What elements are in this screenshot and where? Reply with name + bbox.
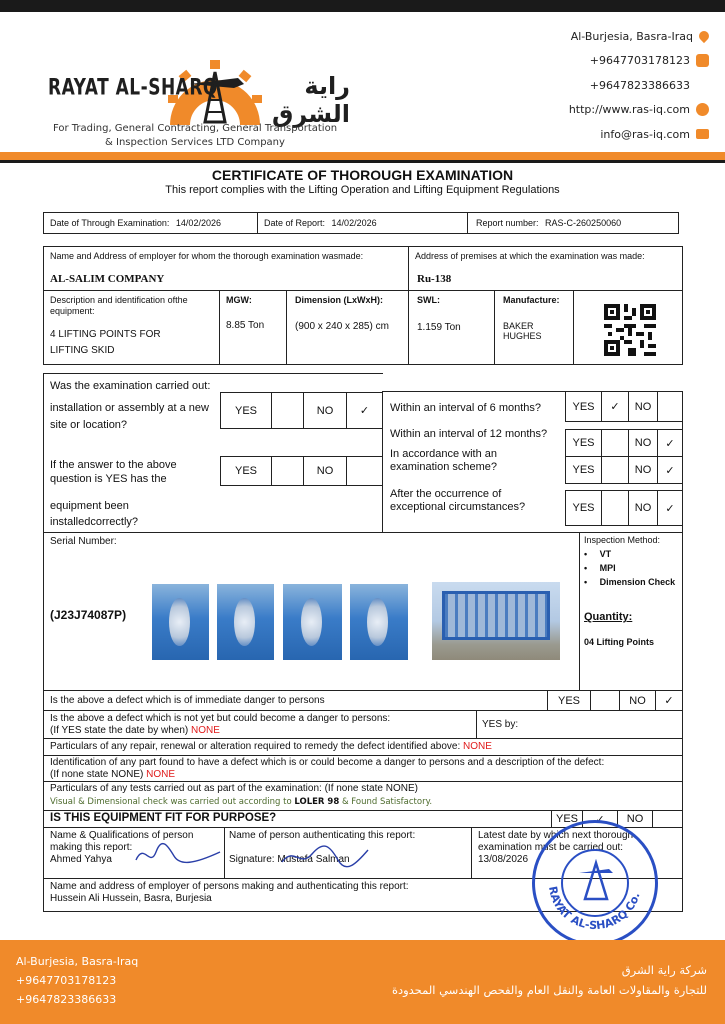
manufacture-value: BAKER HUGHES	[503, 321, 542, 341]
installed-yes[interactable]: YES	[220, 456, 272, 486]
employer-persons-value: Hussein Ali Hussein, Basra, Burjesia	[50, 893, 212, 904]
employer-persons-row: Name and address of employer of persons making and authenticating this report: Hussein Ali Hussein, Basra, Burjesia	[43, 878, 683, 912]
interval-12-yes[interactable]: YES	[565, 429, 602, 457]
mgw-cell: MGW: 8.85 Ton	[219, 290, 287, 365]
dimension-cell: Dimension (LxWxH): (900 x 240 x 285) cm	[286, 290, 409, 365]
report-date: 14/02/2026	[331, 218, 377, 228]
mgw-value: 8.85 Ton	[226, 320, 265, 331]
manufacture-cell: Manufacture: BAKER HUGHES	[494, 290, 574, 365]
stamp-text	[535, 823, 655, 943]
defect-identification-none: NONE	[146, 769, 176, 780]
address-text: Al-Burjesia, Basra-Iraq	[570, 29, 693, 43]
phone-text-1: +9647703178123	[589, 54, 690, 68]
interval-6-no-box[interactable]	[657, 391, 683, 422]
exam-date: 14/02/2026	[175, 218, 221, 228]
next-exam-date: 13/08/2026	[478, 854, 529, 865]
employer-cell: Name and Address of employer for whom the thorough examination wasmade: AL-SALIM COMPANY	[43, 246, 409, 291]
authenticator-signature: Signature: Mustafa Salman	[229, 854, 350, 865]
defect-identification-row: Identification of any part found to have a defect which is or could become a danger to persons and a description of the defect: (If none state NONE) NONE	[43, 755, 683, 782]
inspection-methods: • VT • MPI • Dimension Check	[584, 549, 676, 587]
interval-12-yes-box[interactable]	[601, 429, 629, 457]
defect-immediate-row: Is the above a defect which is of immediate danger to persons	[43, 690, 683, 711]
company-tagline: For Trading, General Contracting, General Transportation & Inspection Services LTD Company	[52, 123, 338, 148]
exam-right-block: Within an interval of 6 months? Within an interval of 12 months? In accordance with an examination scheme? After the occurrence of exceptional circumstances?	[382, 391, 683, 533]
exceptional-yes[interactable]: YES	[565, 490, 602, 526]
website-link[interactable]: http://www.ras-iq.com	[568, 103, 690, 117]
employer-name: AL-SALIM COMPANY	[50, 273, 165, 285]
footer-phone-1: +9647703178123	[16, 974, 117, 987]
dates-row: Date of Through Examination: 14/02/2026 Date of Report: 14/02/2026 Report number: RAS-C-260250060	[43, 212, 679, 234]
lifting-point-photo-1	[152, 584, 209, 660]
quantity-value: 04 Lifting Points	[584, 637, 655, 647]
interval-6-yes-check[interactable]: ✓	[601, 391, 629, 422]
report-maker-name: Ahmed Yahya	[50, 854, 112, 865]
fit-yes-check[interactable]: ✓	[582, 810, 618, 828]
logo-text-en: RAYAT AL-SHARQ	[48, 75, 218, 101]
serial-cell: Serial Number: (J23J74087P)	[43, 532, 580, 691]
defect-immediate-no[interactable]: NO	[619, 690, 656, 711]
installation-no-check[interactable]: ✓	[346, 392, 383, 429]
qr-code-icon[interactable]	[604, 304, 656, 356]
phone-icon	[696, 54, 709, 67]
swl-value: 1.159 Ton	[417, 322, 461, 333]
exceptional-no-check[interactable]: ✓	[657, 490, 683, 526]
installation-yes[interactable]: YES	[220, 392, 272, 429]
footer-services-ar: للتجارة والمقاولات العامة والنقل العام والفحص الهندسي المحدودة	[391, 983, 707, 997]
defect-immediate-yes[interactable]: YES	[547, 690, 591, 711]
fit-purpose-row: IS THIS EQUIPMENT FIT FOR PURPOSE?	[43, 810, 683, 828]
defect-potential-row: Is the above a defect which is not yet but could become a danger to persons: (If YES state the date by when) NONE YES by:	[43, 710, 683, 739]
location-pin-icon	[697, 29, 711, 43]
interval-6-yes[interactable]: YES	[565, 391, 602, 422]
serial-number: (J23J74087P)	[50, 608, 127, 622]
footer-address: Al-Burjesia, Basra-Iraq	[16, 955, 139, 968]
scheme-no[interactable]: NO	[628, 456, 658, 484]
repair-row: Particulars of any repair, renewal or alteration required to remedy the defect identified above: NONE	[43, 738, 683, 756]
defect-potential-none: NONE	[191, 725, 220, 736]
footer-company-ar: شركة راية الشرق	[621, 963, 707, 977]
defect-immediate-no-check[interactable]: ✓	[655, 690, 683, 711]
phone-text-2: +9647823386633	[589, 78, 690, 92]
premises-cell: Address of premises at which the examination was made: Ru-138	[408, 246, 683, 291]
defect-immediate-yes-box[interactable]	[590, 690, 620, 711]
footer	[0, 940, 725, 1024]
repair-none: NONE	[463, 741, 492, 752]
contact-info	[509, 24, 709, 147]
page-subtitle: This report complies with the Lifting Operation and Lifting Equipment Regulations	[165, 184, 560, 196]
page-title: CERTIFICATE OF THOROUGH EXAMINATION	[211, 167, 514, 183]
svg-text:RAYAT AL-SHARQ Co.: RAYAT AL-SHARQ Co.	[546, 885, 643, 933]
footer-phone-2: +9647823386633	[16, 993, 117, 1006]
next-exam-cell: Latest date by which next thorough examination must be carried out: 13/08/2026	[471, 827, 683, 879]
signature-2-icon	[280, 842, 370, 870]
logo-text-ar: راية الشرق	[271, 72, 350, 128]
company-stamp	[532, 820, 658, 946]
globe-icon	[696, 103, 709, 116]
interval-6-no[interactable]: NO	[628, 391, 658, 422]
mail-icon	[696, 129, 709, 139]
email-link[interactable]: info@ras-iq.com	[600, 127, 690, 141]
lifting-point-photo-4	[350, 584, 408, 660]
installed-no[interactable]: NO	[303, 456, 347, 486]
installed-yes-box[interactable]	[271, 456, 304, 486]
description-cell: Description and identification ofthe equipment: 4 LIFTING POINTS FOR LIFTING SKID	[43, 290, 220, 365]
qr-cell	[573, 290, 683, 365]
description-value-2: LIFTING SKID	[50, 345, 115, 356]
exceptional-no[interactable]: NO	[628, 490, 658, 526]
interval-12-no-check[interactable]: ✓	[657, 429, 683, 457]
report-maker-cell: Name & Qualifications of person making this report: Ahmed Yahya	[43, 827, 225, 879]
fit-yes[interactable]: YES	[551, 810, 583, 828]
dimension-value: (900 x 240 x 285) cm	[295, 321, 389, 332]
report-number: RAS-C-260250060	[545, 218, 622, 228]
authenticator-cell: Name of person authenticating this report: Signature: Mustafa Salman	[224, 827, 472, 879]
premises-value: Ru-138	[417, 273, 452, 285]
inspection-method-cell: Inspection Method: • VT • MPI • Dimension Check Quantity: 04 Lifting Points	[579, 532, 683, 691]
fit-no[interactable]: NO	[617, 810, 653, 828]
installation-yes-box[interactable]	[271, 392, 304, 429]
header-divider	[0, 160, 725, 163]
lifting-point-photo-2	[217, 584, 274, 660]
scheme-yes[interactable]: YES	[565, 456, 602, 484]
tests-row: Particulars of any tests carried out as part of the examination: (If none state NONE) Visual & Dimensional check was carried out according to LOLER 98 & Found Satisfactory.	[43, 781, 683, 811]
description-value-1: 4 LIFTING POINTS FOR	[50, 329, 161, 340]
scheme-yes-box[interactable]	[601, 456, 629, 484]
tests-value: Visual & Dimensional check was carried out according to LOLER 98 & Found Satisfactory.	[50, 797, 433, 807]
exam-left-block: Was the examination carried out: installation or assembly at a new site or location? If the answer to the above question is YES has the equipment been installedcorrectly?	[43, 373, 383, 533]
signature-1-icon	[134, 838, 224, 868]
lifting-skid-photo	[432, 582, 560, 660]
yes-by-label: YES by:	[482, 719, 519, 730]
scheme-no-check[interactable]: ✓	[657, 456, 683, 484]
swl-cell: SWL: 1.159 Ton	[408, 290, 495, 365]
top-bar	[0, 0, 725, 12]
installed-no-box[interactable]	[346, 456, 383, 486]
installation-no[interactable]: NO	[303, 392, 347, 429]
lifting-point-photo-3	[283, 584, 342, 660]
interval-12-no[interactable]: NO	[628, 429, 658, 457]
exceptional-yes-box[interactable]	[601, 490, 629, 526]
header-accent-bar	[0, 152, 725, 160]
